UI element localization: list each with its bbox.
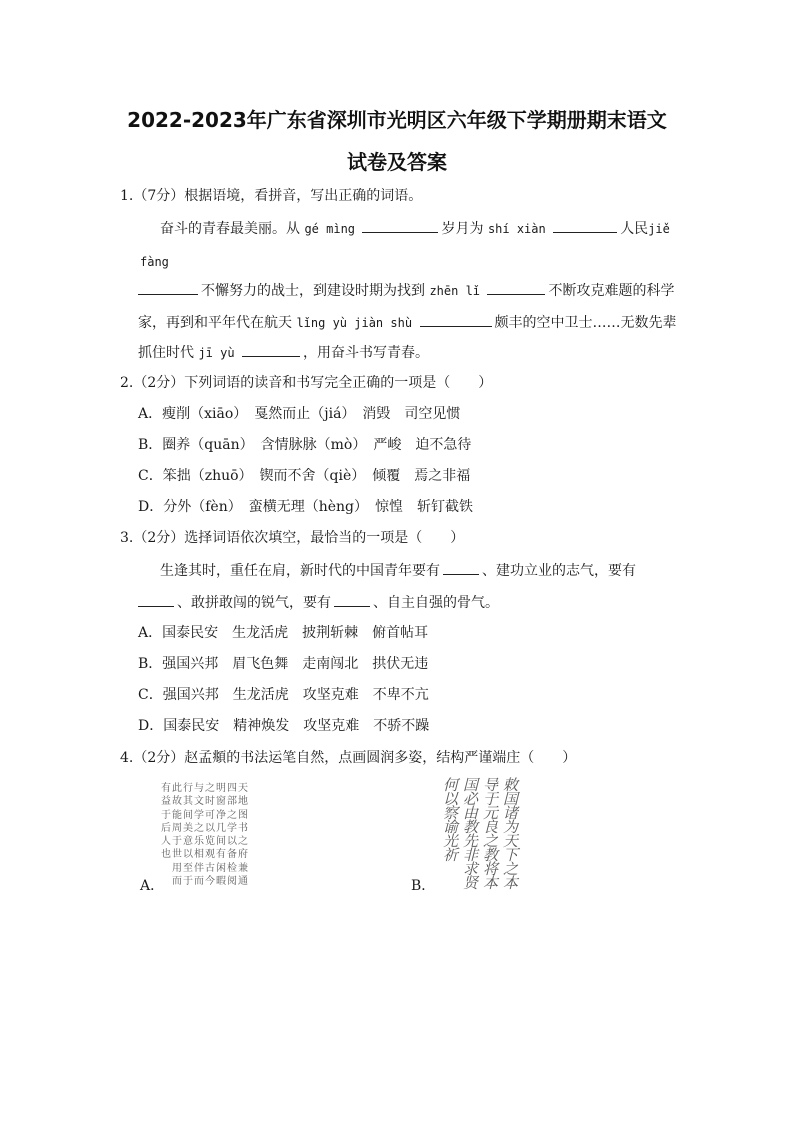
answer-blank[interactable] bbox=[553, 218, 617, 233]
calligraphy-glyph: 四 bbox=[227, 783, 237, 794]
q4-stem: 4.（2分）赵孟頫的书法运笔自然，点画圆润多姿，结构严谨端庄（ ） bbox=[120, 750, 577, 766]
calligraphy-glyph: 相 bbox=[194, 849, 204, 861]
calligraphy-glyph: 可 bbox=[205, 809, 215, 821]
calligraphy-glyph: 谕 bbox=[442, 818, 458, 836]
calligraphy-glyph: 后 bbox=[161, 822, 171, 834]
pinyin-lingyujianshu: lǐng yù jiàn shù bbox=[296, 316, 413, 330]
q3-option-d[interactable]: D．国泰民安 精神焕发 攻坚克难 不骄不躁 bbox=[138, 718, 430, 734]
q2-option-b[interactable]: B．圈养（quān） 含情脉脉（mò） 严峻 迫不急待 bbox=[138, 437, 472, 453]
q3-option-a[interactable]: A．国泰民安 生龙活虎 披荆斩棘 俯首帖耳 bbox=[138, 625, 429, 641]
q1-text: 奋斗的青春最美丽。从 bbox=[160, 221, 300, 237]
calligraphy-glyph: 之 bbox=[482, 832, 498, 850]
calligraphy-glyph: 以 bbox=[442, 790, 458, 808]
calligraphy-glyph: 以 bbox=[205, 822, 215, 834]
calligraphy-glyph: 元 bbox=[482, 804, 498, 822]
calligraphy-glyph: 阅 bbox=[227, 875, 237, 887]
calligraphy-glyph: 为 bbox=[502, 818, 518, 836]
calligraphy-glyph: 国 bbox=[462, 776, 478, 794]
q1-text: 家，再到和平年代在航天 bbox=[138, 315, 292, 331]
calligraphy-glyph: 之 bbox=[227, 809, 237, 821]
pinyin-jiyu: jī yù bbox=[198, 346, 235, 360]
calligraphy-glyph: 图 bbox=[238, 809, 248, 821]
q3-option-c[interactable]: C．强国兴邦 生龙活虎 攻坚克难 不卑不亢 bbox=[138, 687, 429, 703]
calligraphy-glyph: 贤 bbox=[462, 874, 478, 892]
calligraphy-glyph: 于 bbox=[172, 836, 182, 847]
calligraphy-glyph: 求 bbox=[462, 860, 478, 878]
pinyin-zhenli: zhēn lǐ bbox=[429, 284, 481, 298]
calligraphy-glyph: 导 bbox=[482, 776, 498, 794]
calligraphy-glyph: 此 bbox=[172, 783, 182, 794]
q1-text: 岁月为 bbox=[441, 221, 484, 237]
calligraphy-glyph: 今 bbox=[205, 875, 215, 887]
calligraphy-glyph: 间 bbox=[216, 836, 226, 847]
pinyin-jiefang-part1: jiě bbox=[648, 222, 670, 236]
calligraphy-glyph: 以 bbox=[227, 836, 237, 847]
page-title-line2: 试卷及答案 bbox=[347, 150, 447, 174]
calligraphy-glyph: 何 bbox=[442, 776, 458, 794]
answer-blank[interactable] bbox=[242, 342, 300, 357]
q1-text: 人民 bbox=[620, 221, 649, 237]
answer-blank[interactable] bbox=[334, 592, 370, 607]
q3-stem: 3.（2分）选择词语依次填空，最恰当的一项是（ ） bbox=[120, 530, 465, 546]
calligraphy-glyph: 净 bbox=[216, 809, 226, 821]
q3-line-1 bbox=[160, 560, 636, 581]
calligraphy-glyph: 通 bbox=[238, 875, 248, 887]
calligraphy-glyph: 学 bbox=[227, 822, 237, 834]
calligraphy-glyph: 之 bbox=[502, 860, 518, 878]
calligraphy-glyph: 地 bbox=[238, 796, 248, 808]
calligraphy-glyph: 世 bbox=[172, 849, 182, 861]
calligraphy-glyph: 暇 bbox=[216, 875, 226, 887]
calligraphy-glyph: 能 bbox=[172, 809, 182, 821]
calligraphy-glyph: 而 bbox=[194, 875, 204, 887]
q4-option-b-label[interactable]: B． bbox=[411, 878, 436, 894]
calligraphy-glyph: 有 bbox=[161, 783, 171, 794]
calligraphy-glyph: 窗 bbox=[216, 796, 226, 808]
calligraphy-glyph: 古 bbox=[205, 862, 215, 874]
calligraphy-glyph: 光 bbox=[442, 832, 458, 850]
calligraphy-glyph: 美 bbox=[183, 822, 193, 834]
calligraphy-glyph: 以 bbox=[183, 849, 193, 861]
calligraphy-glyph: 行 bbox=[183, 783, 193, 794]
calligraphy-glyph: 时 bbox=[205, 796, 215, 808]
q1-line-1 bbox=[160, 218, 670, 239]
calligraphy-image-a[interactable] bbox=[160, 782, 248, 888]
q3-text: 、自主自强的骨气。 bbox=[373, 595, 499, 611]
q3-line-2 bbox=[138, 592, 499, 613]
calligraphy-glyph: 察 bbox=[442, 804, 458, 822]
q1-text: 抓住时代 bbox=[138, 345, 194, 361]
q2-option-a[interactable]: A．瘦削（xiāo） 戛然而止（jiá） 消毁 司空见惯 bbox=[138, 406, 461, 422]
q2-option-d[interactable]: D．分外（fèn） 蛮横无理（hèng） 惊惶 斩钉截铁 bbox=[138, 499, 473, 515]
q3-text: 生逢其时，重任在肩，新时代的中国青年要有 bbox=[160, 563, 440, 579]
calligraphy-glyph: 意 bbox=[183, 836, 193, 847]
calligraphy-glyph: 敕 bbox=[502, 776, 518, 794]
calligraphy-glyph: 于 bbox=[161, 809, 171, 821]
q1-text: 不断攻克难题的科学 bbox=[548, 283, 675, 299]
calligraphy-glyph: 闲 bbox=[216, 862, 226, 874]
calligraphy-glyph: 观 bbox=[205, 849, 215, 861]
page-title-line1: 2022-2023年广东省深圳市光明区六年级下学期册期末语文 bbox=[127, 108, 667, 132]
calligraphy-glyph: 备 bbox=[227, 849, 237, 861]
pinyin-geming: gé mìng bbox=[304, 222, 356, 236]
calligraphy-glyph: 天 bbox=[238, 783, 248, 794]
q1-line-2 bbox=[138, 280, 674, 301]
calligraphy-glyph: 由 bbox=[462, 804, 478, 822]
q1-line-3 bbox=[138, 312, 677, 333]
calligraphy-glyph: 乐 bbox=[194, 836, 204, 847]
answer-blank[interactable] bbox=[362, 218, 438, 233]
q1-line-4 bbox=[138, 342, 429, 363]
calligraphy-glyph: 而 bbox=[172, 875, 182, 887]
q1-stem: 1.（7分）根据语境，看拼音，写出正确的词语。 bbox=[120, 188, 423, 204]
calligraphy-glyph: 之 bbox=[205, 783, 215, 794]
calligraphy-glyph: 府 bbox=[238, 849, 248, 861]
calligraphy-glyph: 将 bbox=[482, 860, 498, 878]
calligraphy-glyph: 其 bbox=[183, 796, 193, 808]
calligraphy-glyph: 周 bbox=[172, 822, 182, 834]
q1-text: 不懈努力的战士，到建设时期为找到 bbox=[201, 283, 425, 299]
q3-text: 、敢拼敢闯的锐气，要有 bbox=[177, 595, 331, 611]
calligraphy-glyph: 先 bbox=[462, 832, 478, 850]
calligraphy-glyph: 国 bbox=[502, 790, 518, 808]
calligraphy-glyph: 于 bbox=[482, 790, 498, 808]
calligraphy-glyph: 下 bbox=[502, 846, 518, 864]
calligraphy-glyph: 人 bbox=[161, 836, 171, 847]
calligraphy-glyph: 览 bbox=[205, 836, 215, 847]
answer-blank[interactable] bbox=[443, 560, 479, 575]
answer-blank[interactable] bbox=[138, 592, 174, 607]
q1-text: 颇丰的空中卫士……无数先辈 bbox=[494, 315, 677, 331]
answer-blank[interactable] bbox=[420, 312, 492, 327]
calligraphy-glyph: 几 bbox=[216, 822, 226, 834]
calligraphy-glyph: 故 bbox=[172, 796, 182, 808]
q2-stem: 2.（2分）下列词语的读音和书写完全正确的一项是（ ） bbox=[120, 375, 493, 391]
q3-option-b[interactable]: B．强国兴邦 眉飞色舞 走南闯北 拱伏无违 bbox=[138, 656, 429, 672]
calligraphy-glyph: 祈 bbox=[442, 846, 458, 864]
answer-blank[interactable] bbox=[487, 280, 545, 295]
calligraphy-glyph: 至 bbox=[183, 862, 193, 874]
calligraphy-glyph: 良 bbox=[482, 818, 498, 836]
calligraphy-glyph: 检 bbox=[227, 862, 237, 874]
calligraphy-glyph: 教 bbox=[462, 818, 478, 836]
q4-option-a-label[interactable]: A． bbox=[140, 878, 165, 894]
q2-option-c[interactable]: C．笨拙（zhuō） 锲而不舍（qiè） 倾覆 焉之非福 bbox=[138, 468, 471, 484]
calligraphy-glyph: 本 bbox=[502, 874, 518, 892]
calligraphy-glyph: 教 bbox=[482, 846, 498, 864]
calligraphy-glyph: 伴 bbox=[194, 862, 204, 874]
calligraphy-glyph: 非 bbox=[462, 846, 478, 864]
calligraphy-glyph: 兼 bbox=[238, 862, 248, 874]
calligraphy-glyph: 也 bbox=[161, 849, 171, 861]
calligraphy-glyph: 用 bbox=[172, 862, 182, 874]
calligraphy-glyph: 益 bbox=[161, 796, 171, 808]
calligraphy-glyph: 学 bbox=[194, 809, 204, 821]
calligraphy-image-b[interactable] bbox=[434, 776, 518, 892]
calligraphy-glyph: 之 bbox=[194, 822, 204, 834]
q1-text: ，用奋斗书写青春。 bbox=[303, 345, 430, 361]
calligraphy-glyph: 明 bbox=[216, 783, 226, 794]
calligraphy-glyph: 有 bbox=[216, 849, 226, 861]
pinyin-shixian: shí xiàn bbox=[487, 222, 546, 236]
calligraphy-glyph: 与 bbox=[194, 783, 204, 794]
calligraphy-glyph: 于 bbox=[183, 875, 193, 887]
calligraphy-glyph: 本 bbox=[482, 874, 498, 892]
pinyin-jiefang-part2: fàng bbox=[140, 255, 169, 269]
answer-blank[interactable] bbox=[138, 280, 198, 295]
calligraphy-glyph: 间 bbox=[183, 809, 193, 821]
calligraphy-glyph: 部 bbox=[227, 796, 237, 808]
calligraphy-glyph: 天 bbox=[502, 832, 518, 850]
calligraphy-glyph: 诸 bbox=[502, 804, 518, 822]
calligraphy-glyph: 必 bbox=[462, 790, 478, 808]
calligraphy-glyph: 书 bbox=[238, 822, 248, 834]
calligraphy-glyph: 之 bbox=[238, 836, 248, 847]
q3-text: 、建功立业的志气，要有 bbox=[482, 563, 636, 579]
calligraphy-glyph: 文 bbox=[194, 796, 204, 808]
